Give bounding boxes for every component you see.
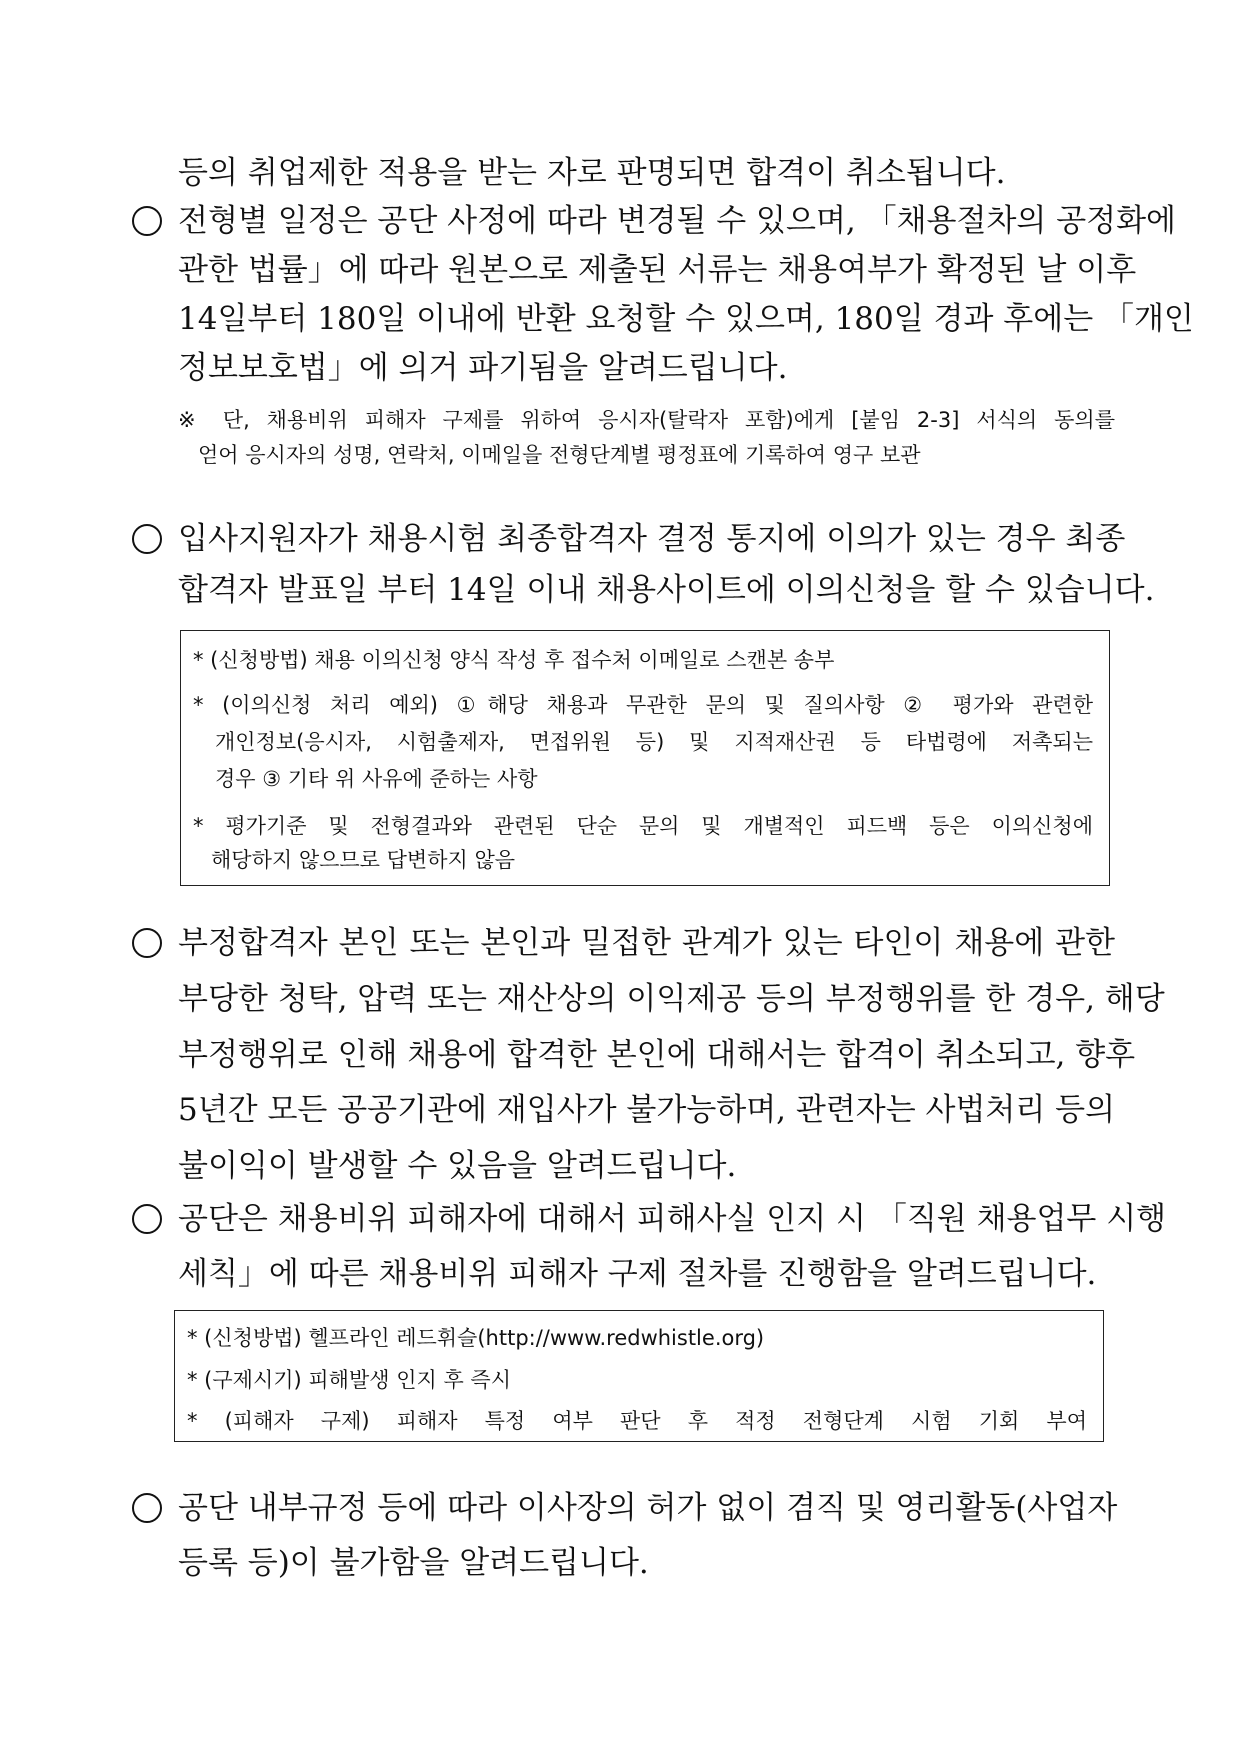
s5-line-2: 등록 등)이 불가함을 알려드립니다. (178, 1545, 649, 1581)
circle-bullet-icon (132, 1204, 162, 1234)
circle-bullet-icon (132, 524, 162, 554)
s1-line-2: 관한 법률」에 따라 원본으로 제출된 서류는 채용여부가 확정된 날 이후 (178, 252, 1137, 288)
s4-box-item-3: * (피해자 구제) 피해자 특정 여부 판단 후 적정 전형단계 시험 기회 부여 (187, 1409, 1087, 1433)
s2-box-item-2-cont: 경우 ③ 기타 위 사유에 준하는 사항 (215, 767, 538, 791)
s1-note-line-1: ※ 단, 채용비위 피해자 구제를 위하여 응시자(탈락자 포함)에게 [붙임 2-3] 서식의 동의를 (178, 408, 1115, 432)
s2-box-item-1: * (신청방법) 채용 이의신청 양식 작성 후 접수처 이메일로 스캔본 송부 (193, 648, 835, 672)
s3-line-1: 부정합격자 본인 또는 본인과 밀접한 관계가 있는 타인이 채용에 관한 (178, 925, 1115, 961)
circle-bullet-icon (132, 1493, 162, 1523)
s2-notice-box (180, 630, 1110, 886)
s2-line-1: 입사지원자가 채용시험 최종합격자 결정 통지에 이의가 있는 경우 최종 (178, 521, 1126, 557)
s5-line-1: 공단 내부규정 등에 따라 이사장의 허가 없이 겸직 및 영리활동(사업자 (178, 1490, 1118, 1526)
s4-notice-box (174, 1310, 1104, 1442)
intro-line-1: 등의 취업제한 적용을 받는 자로 판명되면 합격이 취소됩니다. (178, 155, 1006, 191)
s4-line-1: 공단은 채용비위 피해자에 대해서 피해사실 인지 시 「직원 채용업무 시행 (178, 1201, 1167, 1237)
s1-note-line-2: 얻어 응시자의 성명, 연락처, 이메일을 전형단계별 평정표에 기록하여 영구 보관 (198, 443, 921, 467)
circle-bullet-icon (132, 206, 162, 236)
s2-box-item-3-cont: 해당하지 않으므로 답변하지 않음 (211, 848, 516, 872)
s4-box-item-2: * (구제시기) 피해발생 인지 후 즉시 (187, 1368, 511, 1392)
circle-bullet-icon (132, 928, 162, 958)
s4-box-item-1: * (신청방법) 헬프라인 레드휘슬(http://www.redwhistle.org) (187, 1326, 765, 1350)
s4-line-2: 세칙」에 따른 채용비위 피해자 구제 절차를 진행함을 알려드립니다. (178, 1256, 1097, 1292)
s3-line-3: 부정행위로 인해 채용에 합격한 본인에 대해서는 합격이 취소되고, 향후 (178, 1037, 1136, 1073)
s1-line-1: 전형별 일정은 공단 사정에 따라 변경될 수 있으며, 「채용절차의 공정화에 (178, 203, 1176, 239)
s2-box-item-3: * 평가기준 및 전형결과와 관련된 단순 문의 및 개별적인 피드백 등은 이의신청에 (193, 814, 1093, 838)
s1-line-3: 14일부터 180일 이내에 반환 요청할 수 있으며, 180일 경과 후에는 「개인 (178, 301, 1194, 337)
s2-box-item-2-cont: 개인정보(응시자, 시험출제자, 면접위원 등) 및 지적재산권 등 타법령에 저촉되는 (215, 730, 1093, 754)
s3-line-5: 불이익이 발생할 수 있음을 알려드립니다. (178, 1148, 737, 1184)
s3-line-2: 부당한 청탁, 압력 또는 재산상의 이익제공 등의 부정행위를 한 경우, 해당 (178, 981, 1165, 1017)
s2-line-2: 합격자 발표일 부터 14일 이내 채용사이트에 이의신청을 할 수 있습니다. (178, 572, 1155, 608)
s3-line-4: 5년간 모든 공공기관에 재입사가 불가능하며, 관련자는 사법처리 등의 (178, 1092, 1116, 1128)
s1-line-4: 정보보호법」에 의거 파기됨을 알려드립니다. (178, 350, 788, 386)
s2-box-item-2: * (이의신청 처리 예외) ①해당 채용과 무관한 문의 및 질의사항 ② 평가와 관련한 (193, 693, 1093, 717)
